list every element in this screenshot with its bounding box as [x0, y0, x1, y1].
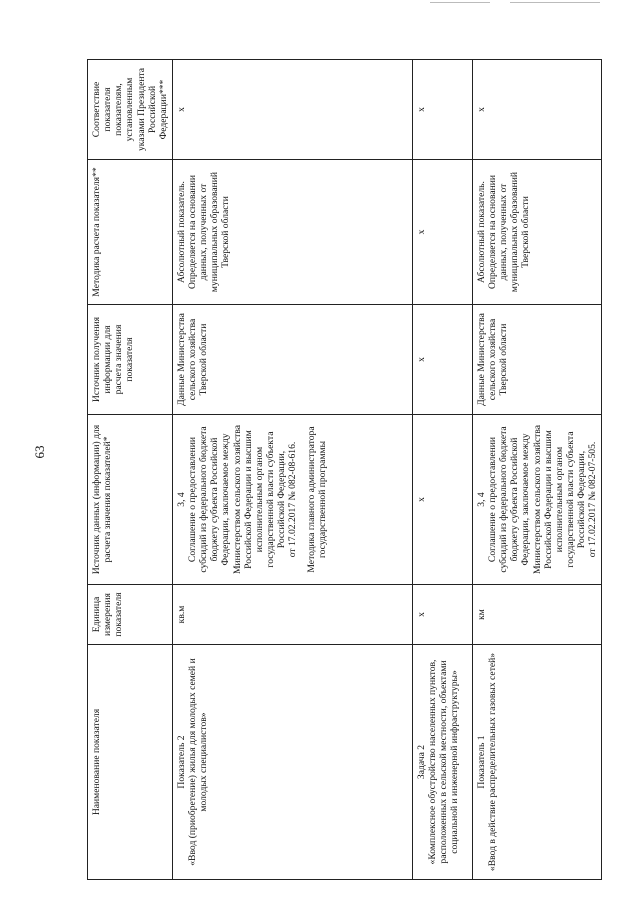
source-data-ref: 3, 4 [175, 492, 187, 507]
source-info-cell: x [412, 305, 472, 415]
task-title: «Комплексное обустройство населенных пунктов, расположенных в сельской местности, объектами социальной и инженерной инфраструктуры» [427, 659, 461, 865]
indicator-name-cell [172, 645, 412, 880]
compliance-cell: x [412, 60, 472, 160]
indicator-table-container [87, 60, 599, 880]
compliance-cell: x [172, 60, 412, 160]
source-data-cell: x [412, 415, 472, 585]
unit-cell: кв.м [172, 585, 412, 645]
source-data-date: от 17.02.2017 № 082-07-505. [587, 441, 599, 558]
indicator-title: «Ввод (приобретение) жилья для молодых семей и молодых специалистов» [187, 658, 210, 866]
compliance-cell: x [472, 60, 601, 160]
indicator-label: Показатель 1 [475, 735, 487, 789]
source-info-cell: Данные Министерства сельского хозяйства Тверской области [472, 305, 601, 415]
method-cell: Абсолютный показатель. Определяется на основании данных, полученных от муниципальных образований Тверской области [472, 160, 601, 305]
indicator-table [87, 59, 602, 880]
table-row [412, 60, 472, 880]
table-header-row [88, 60, 173, 880]
header-name: Наименование показателя [88, 645, 173, 880]
unit-cell: x [412, 585, 472, 645]
table-row [172, 60, 412, 880]
source-data-cell [472, 415, 601, 585]
source-data-methodology: Методика главного администратора государственной программы [306, 426, 329, 573]
source-data-cell [172, 415, 412, 585]
header-source-data: Источник данных (информации) для расчета значения показателей* [88, 415, 173, 585]
source-info-cell: Данные Министерства сельского хозяйства Тверской области [172, 305, 412, 415]
task-name-cell [412, 645, 472, 880]
task-label: Задача 2 [415, 744, 427, 780]
scan-edge-line [430, 2, 490, 3]
unit-cell: км [472, 585, 601, 645]
header-method: Методика расчета показателя** [88, 160, 173, 305]
source-data-date: от 17.02.2017 № 082-08-616. [287, 441, 299, 558]
indicator-label: Показатель 2 [175, 735, 187, 789]
scan-edge-line [510, 2, 600, 3]
header-source-info: Источник получения информации для расчета значения показателя [88, 305, 173, 415]
source-data-agreement: Соглашение о предоставлении субсидий из федерального бюджета бюджету субъекта Российской Федерации, заключаемое между Министерством сельского хозяйства Российской Федерации и высшим исполнительным органом государственной власти субъекта Российской Федерации, [187, 424, 287, 575]
source-data-agreement: Соглашение о предоставлении субсидий из федерального бюджета бюджету субъекта Российской Федерации, заключаемое между Министерством сельского хозяйства Российской Федерации и высшим исполнительным органом государственной власти субъекта Российской Федерации, [487, 424, 587, 575]
indicator-name-cell [472, 645, 601, 880]
indicator-title: «Ввод в действие распределительных газовых сетей» [487, 652, 498, 872]
table-row [472, 60, 601, 880]
method-cell: Абсолютный показатель. Определяется на основании данных, полученных от муниципальных образований Тверской области [172, 160, 412, 305]
source-data-ref: 3, 4 [475, 492, 487, 507]
header-unit: Единица измерения показателя [88, 585, 173, 645]
method-cell: x [412, 160, 472, 305]
spacer [298, 419, 306, 580]
header-compliance: Соответствие показателя показателям, установленным указами Президента Российской Федерации*** [88, 60, 173, 160]
page-number: 63 [32, 445, 47, 459]
